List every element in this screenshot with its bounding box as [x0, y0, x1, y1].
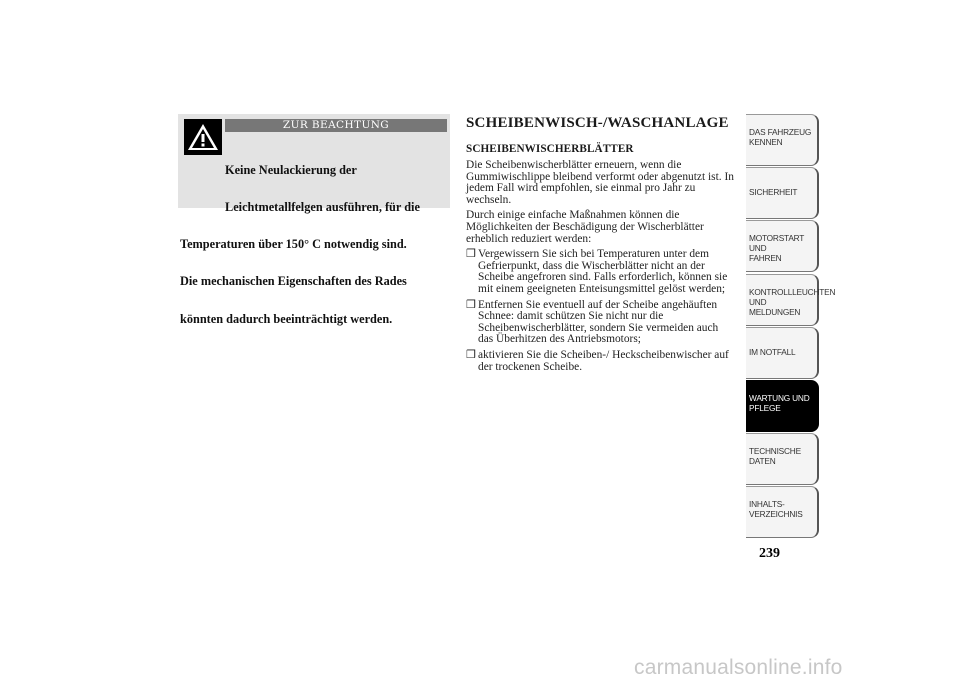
main-column — [466, 114, 736, 373]
list-item-text: Vergewissern Sie sich bei Temperaturen unter dem Gefrierpunkt, dass die Wischerblätter nicht an der Scheibe angefroren sind. Falls erforderlich, können sie mit einem geeigneten Enteisungsmittel gelöst werden; — [478, 248, 728, 295]
paragraph: Durch einige einfache Maßnahmen können die Möglichkeiten der Beschädigung der Wischerblätter erheblich reduziert werden: — [466, 209, 704, 245]
warning-line: Die mechanischen Eigenschaften des Rades — [180, 274, 407, 289]
list-item — [466, 300, 736, 346]
tab-das-fahrzeug-kennen[interactable]: DAS FAHRZEUG KENNEN — [746, 114, 819, 166]
subsection-title: SCHEIBENWISCHERBLÄTTER — [466, 143, 634, 155]
tab-wartung-und-pflege[interactable]: WARTUNG UND PFLEGE — [746, 380, 819, 432]
tab-kontrollleuchten[interactable]: KONTROLLLEUCHTEN UND MELDUNGEN — [746, 274, 819, 326]
list-item — [466, 350, 736, 373]
warning-line: Temperaturen über 150° C notwendig sind. — [180, 237, 407, 252]
chapter-tabs — [746, 114, 836, 540]
list-item-text: aktivieren Sie die Scheiben-/ Heckscheibenwischer auf der trockenen Scheibe. — [478, 348, 729, 373]
checkbox-bullet-icon: ❒ — [466, 298, 476, 311]
warning-title: ZUR BEACHTUNG — [225, 119, 447, 132]
list-item — [466, 249, 736, 295]
warning-line: Keine Neulackierung der — [225, 162, 357, 177]
warning-box — [178, 114, 450, 326]
tab-sicherheit[interactable]: SICHERHEIT — [746, 167, 819, 219]
warning-line: könnten dadurch beeinträchtigt werden. — [180, 311, 393, 326]
warning-text — [178, 139, 444, 350]
page-number: 239 — [759, 546, 780, 561]
warning-line: Leichtmetallfelgen ausführen, für die — [225, 200, 420, 215]
tab-technische-daten[interactable]: TECHNISCHE DATEN — [746, 433, 819, 485]
section-title: SCHEIBENWISCH-/WASCHANLAGE — [466, 115, 729, 131]
checkbox-bullet-icon: ❒ — [466, 248, 476, 261]
watermark: carmanualsonline.info — [634, 656, 843, 679]
checkbox-bullet-icon: ❒ — [466, 348, 476, 361]
tab-inhaltsverzeichnis[interactable]: INHALTS- VERZEICHNIS — [746, 486, 819, 538]
tab-im-notfall[interactable]: IM NOTFALL — [746, 327, 819, 379]
paragraph: Die Scheibenwischerblätter erneuern, wenn die Gummiwischlippe bleibend verformt oder abgenutzt ist. In jedem Fall wird empfohlen, sie einmal pro Jahr zu wechseln. — [466, 159, 734, 206]
tab-motorstart-und-fahren[interactable]: MOTORSTART UND FAHREN — [746, 220, 819, 272]
list-item-text: Entfernen Sie eventuell auf der Scheibe angehäuften Schnee: damit schützen Sie nicht nur die Scheibenwischerblätter, sondern Sie vermeiden auch das Überhitzen des Antriebsmotors; — [478, 298, 719, 346]
